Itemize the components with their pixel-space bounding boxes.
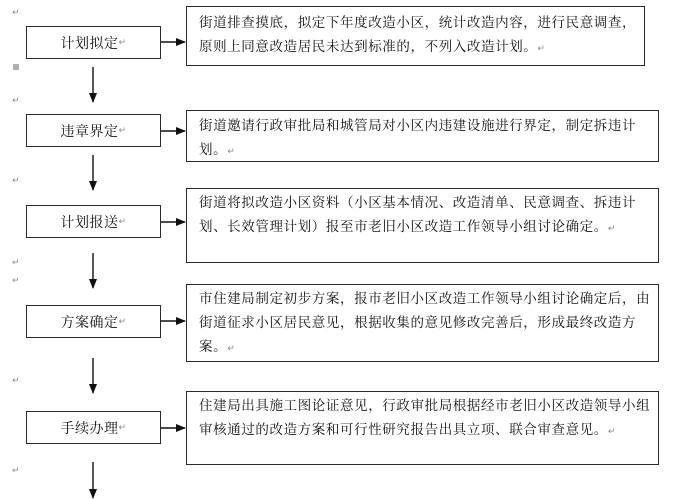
paragraph-mark: ↵ bbox=[12, 276, 20, 286]
paragraph-mark: ↵ bbox=[12, 176, 20, 186]
step-description-scheme bbox=[186, 284, 659, 362]
paragraph-mark: ↵ bbox=[12, 258, 20, 268]
step-label: 计划拟定 bbox=[60, 35, 119, 52]
step-box-procedures bbox=[26, 411, 161, 444]
step-label: 违章界定 bbox=[60, 123, 119, 140]
selection-handle bbox=[13, 64, 19, 70]
paragraph-mark: ↵ bbox=[118, 125, 127, 136]
paragraph-mark: ↵ bbox=[227, 344, 236, 354]
step-description-violation bbox=[186, 110, 659, 162]
description-text: 街道邀请行政审批局和城管局对小区内违建设施进行界定，制定拆违计划。 bbox=[199, 118, 637, 158]
step-description-submit bbox=[186, 188, 659, 263]
step-box-submit bbox=[26, 205, 161, 238]
step-label: 方案确定 bbox=[60, 314, 119, 331]
paragraph-mark: ↵ bbox=[607, 224, 617, 234]
paragraph-mark: ↵ bbox=[12, 376, 20, 386]
description-text: 街道将拟改造小区资料（小区基本情况、改造清单、民意调查、拆违计划、长效管理计划）报至市老旧小区改造工作领导小组讨论确定。 bbox=[199, 195, 637, 235]
step-description-procedures bbox=[186, 391, 659, 465]
paragraph-mark: ↵ bbox=[118, 37, 127, 48]
paragraph-mark: ↵ bbox=[537, 44, 546, 54]
step-box-scheme bbox=[26, 305, 161, 338]
paragraph-mark: ↵ bbox=[118, 422, 127, 433]
description-text: 市住建局制定初步方案，报市老旧小区改造工作领导小组讨论确定后，由街道征求小区居民意见，根据收集的意见修改完善后，形成最终改造方案。 bbox=[199, 291, 651, 355]
step-box-plan bbox=[26, 26, 161, 59]
paragraph-mark: ↵ bbox=[607, 427, 617, 437]
step-label: 计划报送 bbox=[60, 214, 119, 231]
paragraph-mark: ↵ bbox=[118, 216, 127, 227]
paragraph-mark: ↵ bbox=[118, 316, 127, 327]
description-text: 街道排查摸底，拟定下年度改造小区，统计改造内容，进行民意调查，原则上同意改造居民未达到标准的，不列入改造计划。 bbox=[199, 15, 637, 55]
paragraph-mark: ↵ bbox=[12, 466, 20, 476]
paragraph-mark: ↵ bbox=[12, 8, 20, 18]
description-text: 住建局出具施工图论证意见，行政审批局根据经市老旧小区改造领导小组审核通过的改造方案和可行性研究报告出具立项、联合审查意见。 bbox=[199, 398, 651, 438]
step-description-plan bbox=[186, 6, 645, 66]
paragraph-mark: ↵ bbox=[12, 96, 20, 106]
step-box-violation bbox=[26, 114, 161, 147]
step-label: 手续办理 bbox=[60, 420, 119, 437]
paragraph-mark: ↵ bbox=[227, 147, 236, 157]
